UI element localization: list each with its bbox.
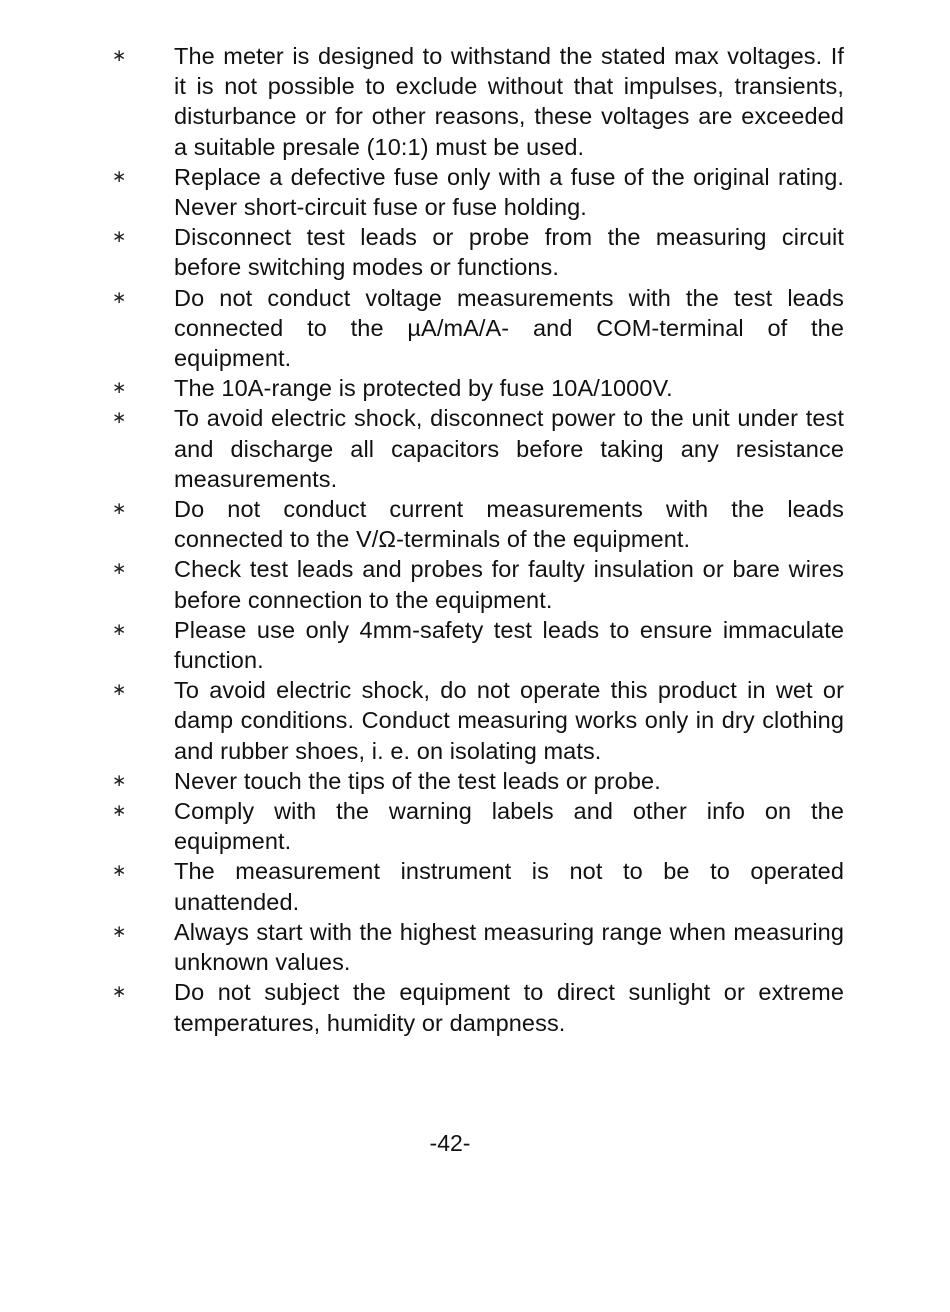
list-item [112, 766, 844, 796]
list-item-text: To avoid electric shock, disconnect power to the unit under test and discharge all capacitors before taking any resistance measurements. [174, 405, 844, 492]
list-item [112, 615, 844, 675]
asterisk-bullet-icon: ∗ [112, 408, 127, 429]
asterisk-bullet-icon: ∗ [112, 378, 127, 399]
list-item-text: Never touch the tips of the test leads or probe. [174, 767, 661, 794]
asterisk-bullet-icon: ∗ [112, 770, 127, 791]
list-item [112, 977, 844, 1037]
asterisk-bullet-icon: ∗ [112, 559, 127, 580]
list-item [112, 222, 844, 282]
asterisk-bullet-icon: ∗ [112, 861, 127, 882]
asterisk-bullet-icon: ∗ [112, 619, 127, 640]
list-item-text: To avoid electric shock, do not operate this product in wet or damp conditions. Conduct measuring works only in dry clothing and rubber shoes, i. e. on isolating mats. [174, 677, 844, 764]
asterisk-bullet-icon: ∗ [112, 46, 127, 66]
list-item-text: The meter is designed to withstand the stated max voltages. If it is not possible to exclude without that impulses, transients, disturbance or for other reasons, these voltages are exceeded a suitable presale (10:1) must be used. [174, 43, 844, 160]
asterisk-bullet-icon: ∗ [112, 227, 127, 248]
list-item-text: Check test leads and probes for faulty insulation or bare wires before connection to the equipment. [174, 556, 844, 613]
list-item [112, 41, 844, 162]
list-item [112, 554, 844, 614]
list-item-text: The measurement instrument is not to be to operated unattended. [174, 858, 844, 915]
list-item-text: Do not conduct current measurements with the leads connected to the V/Ω-terminals of the equipment. [174, 496, 844, 553]
list-item [112, 917, 844, 977]
safety-instructions-list [112, 41, 844, 1038]
list-item-text: Do not conduct voltage measurements with the test leads connected to the µA/mA/A- and COM-terminal of the equipment. [174, 284, 844, 372]
list-item [112, 494, 844, 554]
list-item-text: Replace a defective fuse only with a fuse of the original rating. Never short-circuit fuse or fuse holding. [174, 163, 844, 221]
list-item-text: Please use only 4mm-safety test leads to ensure immaculate function. [174, 616, 844, 674]
asterisk-bullet-icon: ∗ [112, 499, 127, 520]
list-item [112, 856, 844, 916]
asterisk-bullet-icon: ∗ [112, 921, 127, 942]
list-item-text: Always start with the highest measuring range when measuring unknown values. [174, 918, 844, 976]
list-item [112, 283, 844, 374]
asterisk-bullet-icon: ∗ [112, 287, 127, 308]
list-item [112, 403, 844, 494]
asterisk-bullet-icon: ∗ [112, 680, 127, 701]
list-item-text: Do not subject the equipment to direct sunlight or extreme temperatures, humidity or dampness. [174, 979, 844, 1036]
list-item [112, 162, 844, 222]
asterisk-bullet-icon: ∗ [112, 801, 127, 822]
list-item-text: Disconnect test leads or probe from the measuring circuit before switching modes or functions. [174, 224, 844, 281]
list-item [112, 675, 844, 766]
list-item [112, 373, 844, 403]
list-item-text: The 10A-range is protected by fuse 10A/1000V. [174, 375, 673, 402]
asterisk-bullet-icon: ∗ [112, 166, 127, 187]
page-number: -42- [429, 1130, 471, 1156]
list-item [112, 796, 844, 856]
list-item-text: Comply with the warning labels and other info on the equipment. [174, 798, 844, 855]
asterisk-bullet-icon: ∗ [112, 982, 127, 1003]
